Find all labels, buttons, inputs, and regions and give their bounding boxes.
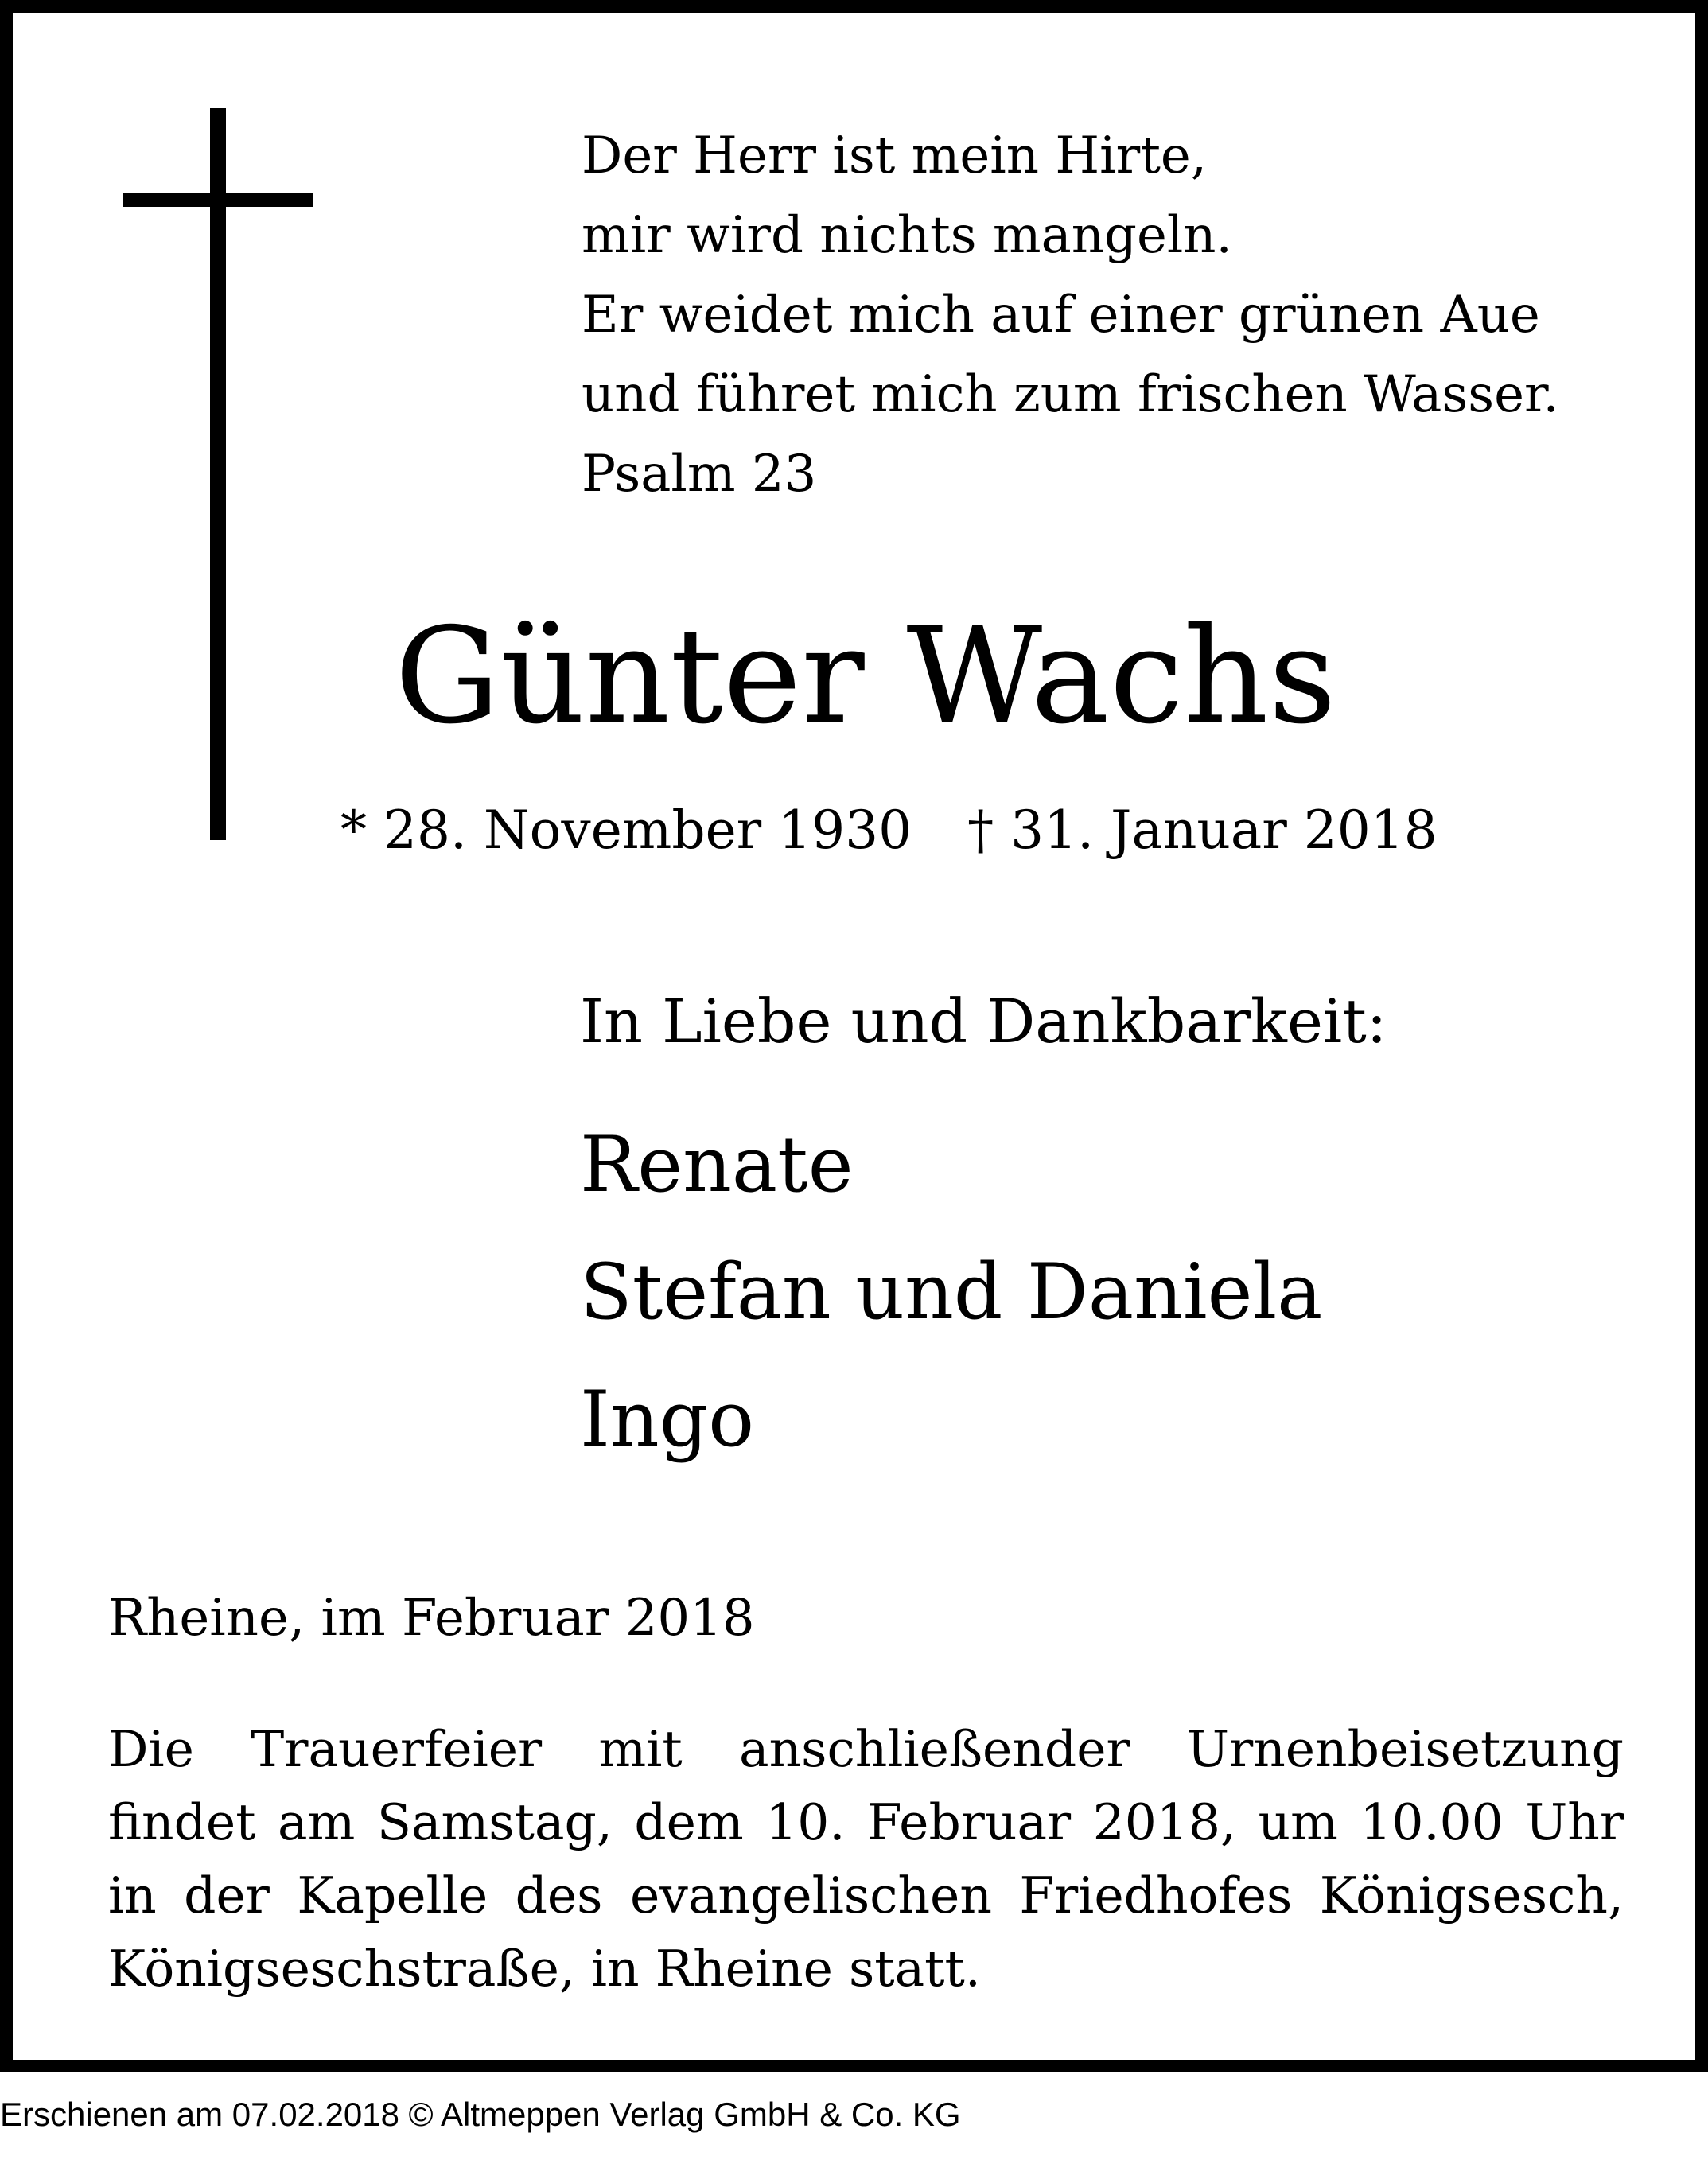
mourners-list [580, 1101, 1322, 1483]
mourner-name: Stefan und Daniela [580, 1247, 1323, 1337]
mourner-name: Ingo [580, 1375, 754, 1464]
cross-icon [13, 13, 331, 856]
psalm-line: Er weidet mich auf einer grünen Aue [582, 286, 1540, 344]
deceased-name: Günter Wachs [395, 600, 1336, 753]
psalm-line: Der Herr ist mein Hirte, [582, 126, 1208, 185]
life-dates [340, 791, 1438, 870]
dedication: In Liebe und Dankbarkeit: [580, 986, 1387, 1057]
birth-date: * 28. November 1930 [340, 800, 912, 861]
psalm-line: und führet mich zum frischen Wasser. [582, 365, 1559, 424]
psalm-line: mir wird nichts mangeln. [582, 206, 1232, 265]
funeral-announcement: Die Trauerfeier mit anschließender Urnenbeisetzung findet am Samstag, dem 10. Februar 2018, um 10.00 Uhr in der Kapelle des evangelischen Friedhofes Königsesch, Königseschstraße, in Rheine statt. [108, 1720, 1624, 1998]
place-date: Rheine, im Februar 2018 [108, 1589, 755, 1648]
publication-footer: Erschienen am 07.02.2018 © Altmeppen Verlag GmbH & Co. KG [0, 2096, 961, 2133]
psalm-reference: Psalm 23 [582, 445, 817, 504]
mourner-name: Renate [580, 1120, 854, 1209]
death-date: † 31. Januar 2018 [967, 800, 1438, 861]
psalm-quote [582, 116, 1679, 514]
